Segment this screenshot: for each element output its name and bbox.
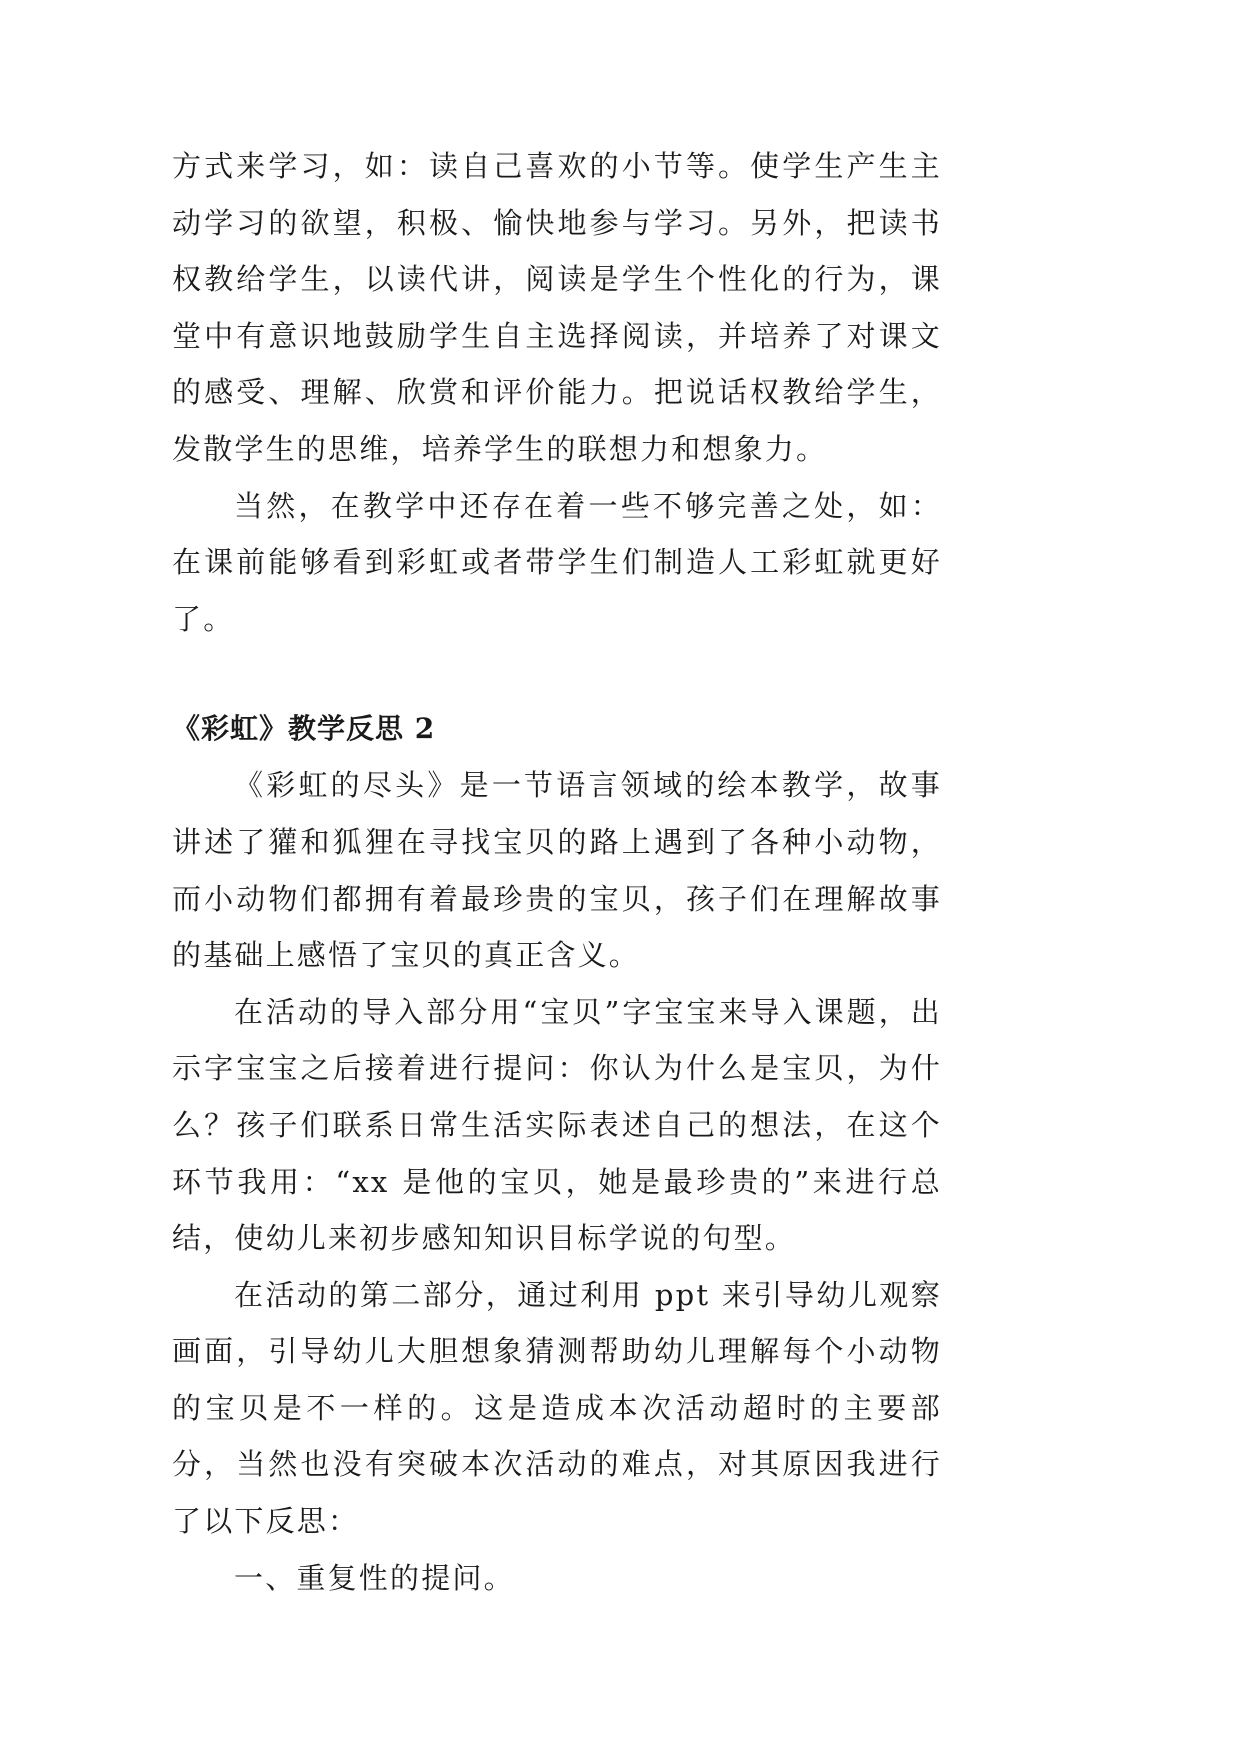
body-paragraph: 方式来学习，如：读自己喜欢的小节等。使学生产生主动学习的欲望，积极、愉快地参与学习。另外，把读书权教给学生，以读代讲，阅读是学生个性化的行为，课堂中有意识地鼓励学生自主选择阅读，并培养了对课文的感受、理解、欣赏和评价能力。把说话权教给学生，发散学生的思维，培养学生的联想力和想象力。 — [172, 149, 942, 466]
section-heading: 《彩虹》教学反思 2 — [172, 712, 436, 746]
body-paragraph: 在活动的第二部分，通过利用 ppt 来引导幼儿观察画面，引导幼儿大胆想象猜测帮助幼儿理解每个小动物的宝贝是不一样的。这是造成本次活动超时的主要部分，当然也没有突破本次活动的难点，对其原因我进行了以下反思： — [172, 1277, 942, 1539]
document-page — [172, 138, 942, 1606]
body-paragraph: 一、重复性的提问。 — [234, 1560, 515, 1595]
body-paragraph: 在活动的导入部分用“宝贝”字宝宝来导入课题，出示字宝宝之后接着进行提问：你认为什么是宝贝，为什么？孩子们联系日常生活实际表述自己的想法，在这个环节我用：“xx 是他的宝贝，她是最珍贵的”来进行总结，使幼儿来初步感知知识目标学说的句型。 — [172, 994, 942, 1256]
body-paragraph: 《彩虹的尽头》是一节语言领域的绘本教学，故事讲述了獾和狐狸在寻找宝贝的路上遇到了各种小动物，而小动物们都拥有着最珍贵的宝贝，孩子们在理解故事的基础上感悟了宝贝的真正含义。 — [172, 768, 942, 973]
body-paragraph: 当然，在教学中还存在着一些不够完善之处，如：在课前能够看到彩虹或者带学生们制造人工彩虹就更好了。 — [172, 488, 942, 636]
section-spacer — [172, 647, 942, 701]
